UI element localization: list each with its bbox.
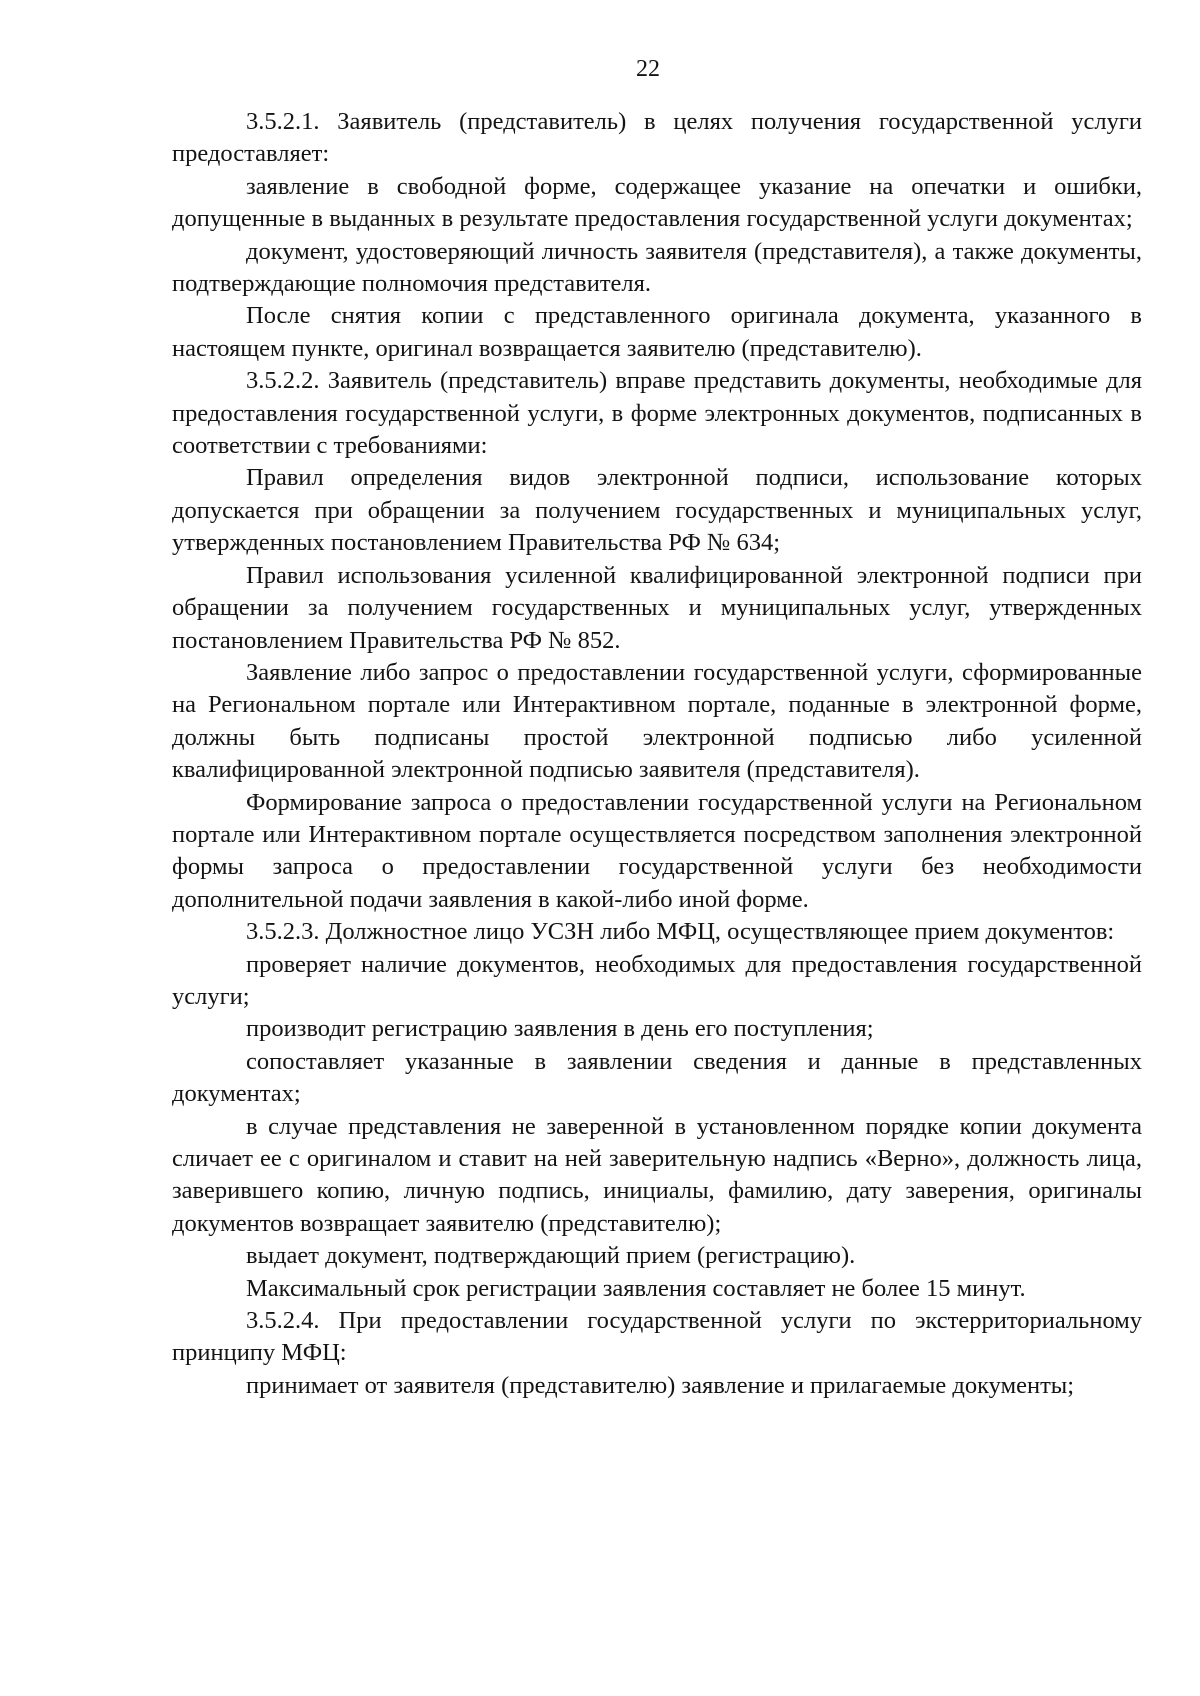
paragraph-identity-document: документ, удостоверяющий личность заявителя (представителя), а также документы, подтверждающие полномочия представителя. (172, 237, 1142, 298)
paragraph-3-5-2-2: 3.5.2.2. Заявитель (представитель) вправе представить документы, необходимые для предоставления государственной услуги, в форме электронных документов, подписанных в соответствии с требованиями: (172, 367, 1142, 460)
paragraph-accept-documents: принимает от заявителя (представителю) заявление и прилагаемые документы; (246, 1371, 1075, 1399)
paragraph-certify-copy: в случае представления не заверенной в установленном порядке копии документа сличает ее с оригиналом и ставит на ней заверительную надпись «Верно», должность лица, заверившего копию, личную подпись, инициалы, фамилию, дату заверения, оригиналы документов возвращает заявителю (представителю); (172, 1112, 1142, 1237)
paragraph-issue-receipt: выдает документ, подтверждающий прием (регистрацию). (246, 1242, 856, 1270)
paragraph-registration: производит регистрацию заявления в день его поступления; (246, 1015, 874, 1043)
body-text (172, 106, 1142, 1402)
paragraph-statement: заявление в свободной форме, содержащее указание на опечатки и ошибки, допущенные в выданных в результате предоставления государственной услуги документах; (172, 172, 1142, 233)
paragraph-max-time: Максимальный срок регистрации заявления составляет не более 15 минут. (246, 1274, 1026, 1302)
paragraph-3-5-2-4: 3.5.2.4. При предоставлении государственной услуги по экстерриториальному принципу МФЦ: (172, 1307, 1142, 1367)
paragraph-original-return: После снятия копии с представленного оригинала документа, указанного в настоящем пункте, оригинал возвращается заявителю (представителю). (172, 302, 1142, 362)
paragraph-check-documents: проверяет наличие документов, необходимых для предоставления государственной услуги; (172, 950, 1142, 1010)
paragraph-rules-852: Правил использования усиленной квалифицированной электронной подписи при обращении за получением государственных и муниципальных услуг, утвержденных постановлением Правительства РФ № 852. (172, 561, 1142, 654)
page-number: 22 (636, 56, 660, 82)
paragraph-3-5-2-1: 3.5.2.1. Заявитель (представитель) в целях получения государственной услуги предоставляет: (172, 108, 1142, 168)
paragraph-rules-634: Правил определения видов электронной подписи, использование которых допускается при обращении за получением государственных и муниципальных услуг, утвержденных постановлением Правительства РФ № 634; (172, 464, 1142, 557)
paragraph-compare-data: сопоставляет указанные в заявлении сведения и данные в представленных документах; (172, 1047, 1142, 1108)
paragraph-electronic-signature: Заявление либо запрос о предоставлении государственной услуги, сформированные на Региональном портале или Интерактивном портале, поданные в электронной форме, должны быть подписаны простой электронной подписью либо усиленной квалифицированной электронной подписью заявителя (представителя). (172, 658, 1142, 784)
paragraph-3-5-2-3: 3.5.2.3. Должностное лицо УСЗН либо МФЦ, осуществляющее прием документов: (246, 918, 1115, 946)
paragraph-request-formation: Формирование запроса о предоставлении государственной услуги на Региональном портале или Интерактивном портале осуществляется посредством заполнения электронной формы запроса о предоставлении государственной услуги без необходимости дополнительной подачи заявления в какой-либо иной форме. (172, 788, 1142, 913)
